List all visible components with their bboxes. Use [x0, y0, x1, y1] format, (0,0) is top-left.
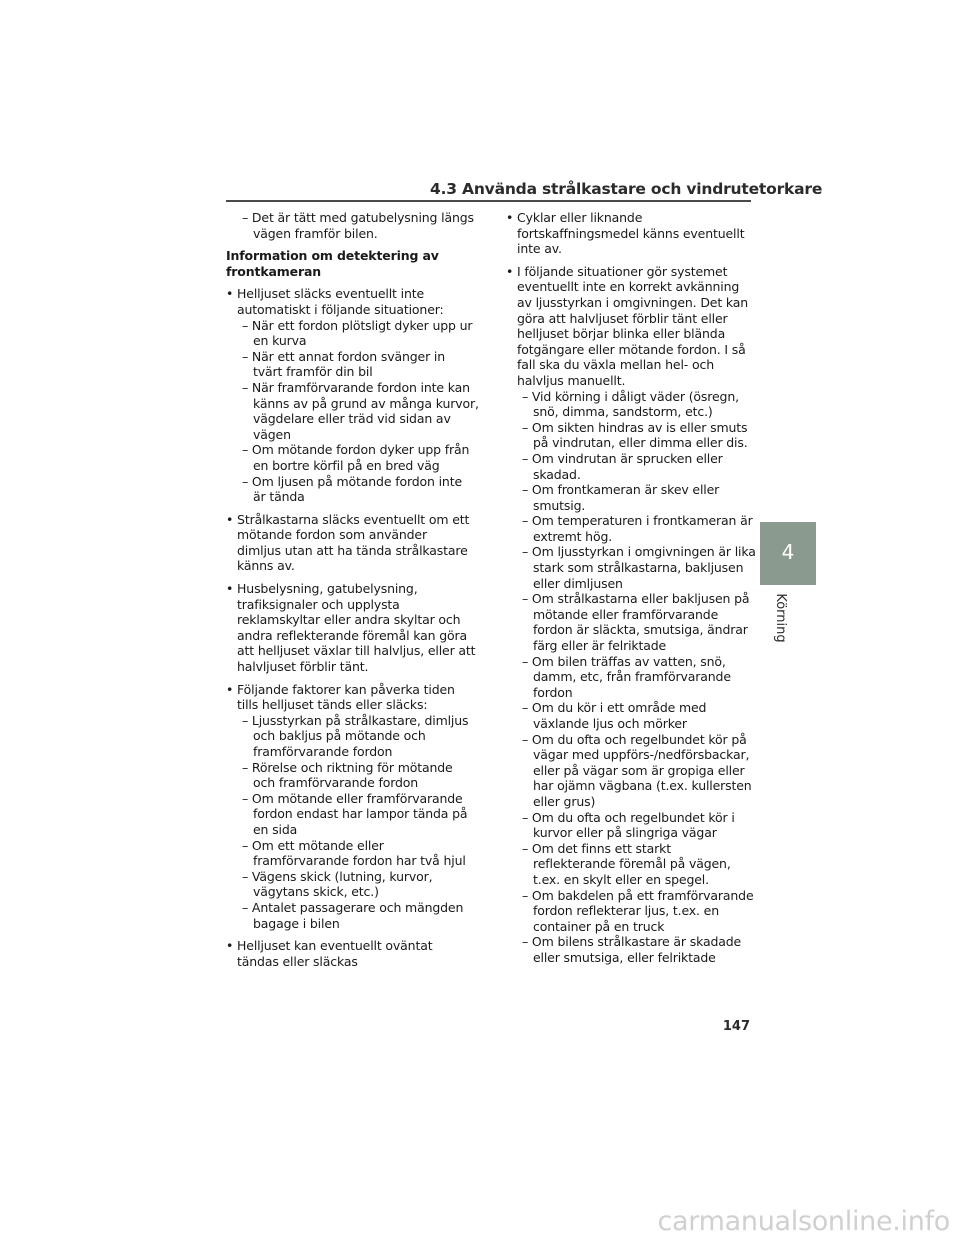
header-divider — [226, 200, 751, 202]
text-line: fortskaffningsmedel känns eventuellt — [517, 225, 745, 241]
dash-item — [226, 713, 474, 760]
dash-item — [506, 732, 756, 810]
text-line: – När framförvarande fordon inte kan — [242, 379, 470, 395]
dash-item — [226, 760, 474, 791]
text-line: – Om ljusstyrkan i omgivningen är lika — [522, 544, 756, 560]
text-line: – Om bilen träffas av vatten, snö, — [522, 653, 726, 669]
dash-item — [226, 442, 474, 473]
text-line: – Om bilens strålkastare är skadade — [522, 934, 742, 950]
text-line: fordon är släckta, smutsiga, ändrar — [533, 622, 748, 638]
chapter-label: Körning — [773, 593, 788, 643]
chapter-tab[interactable] — [760, 522, 816, 585]
text-line: – Det är tätt med gatubelysning längs — [242, 210, 474, 225]
text-line: vägytans skick, etc.) — [253, 884, 379, 900]
paragraph-gap — [226, 574, 474, 581]
dash-item — [506, 513, 756, 544]
text-line: stark som strålkastarna, bakljusen — [533, 560, 744, 576]
text-line: halvljuset förblir tänt. — [237, 659, 369, 675]
text-line: framförvarande fordon har två hjul — [253, 853, 466, 869]
dash-item — [506, 451, 756, 482]
text-line: en bortre körfil på en bred väg — [253, 457, 440, 473]
left-column — [226, 210, 479, 969]
text-line: – Om strålkastarna eller bakljusen på — [522, 591, 750, 607]
text-line: fordon — [533, 684, 573, 700]
text-line: helljuset börjar blinka eller blända — [517, 326, 726, 342]
text-line: – Om bakdelen på ett framförvarande — [522, 887, 754, 903]
text-line: smutsig. — [533, 497, 586, 513]
text-line: t.ex. en skylt eller en spegel. — [533, 871, 709, 887]
text-line: • Husbelysning, gatubelysning, — [226, 581, 418, 597]
paragraph-gap — [506, 257, 756, 264]
dash-item — [226, 791, 474, 838]
page-number: 147 — [722, 1019, 750, 1034]
text-line: – När ett annat fordon svänger in — [242, 348, 445, 364]
text-line: automatiskt i följande situationer: — [237, 301, 444, 317]
paragraph-gap — [226, 279, 474, 286]
text-line: • Cyklar eller liknande — [506, 210, 643, 225]
text-line: • Strålkastarna släcks eventuellt om ett — [226, 511, 470, 527]
text-line: – Om sikten hindras av is eller smuts — [522, 419, 748, 435]
text-line: • Följande faktorer kan påverka tiden — [226, 681, 455, 697]
text-line: – Om frontkameran är skev eller — [522, 482, 720, 498]
dash-item — [506, 934, 756, 965]
text-line: eventuellt inte en korrekt avkänning — [517, 279, 740, 295]
text-line: – Vägens skick (lutning, kurvor, — [242, 868, 433, 884]
text-line: eller grus) — [533, 793, 596, 809]
text-line: extremt hög. — [533, 528, 613, 544]
text-line: på vindrutan, eller dimma eller dis. — [533, 435, 748, 451]
text-line: känns av. — [237, 558, 295, 574]
text-line: frontkameran — [226, 263, 322, 279]
dash-item — [226, 869, 474, 900]
text-line: – Om du ofta och regelbundet kör på — [522, 731, 747, 747]
text-line: • I följande situationer gör systemet — [506, 263, 728, 279]
text-line: – Om mötande eller framförvarande — [242, 790, 463, 806]
text-line: inte av. — [517, 241, 562, 257]
dash-item — [226, 379, 479, 442]
dash-item — [226, 838, 474, 869]
text-line: vägar med uppförs-/nedförsbackar, — [533, 747, 750, 763]
text-line: halvljus manuellt. — [517, 372, 626, 388]
text-line: fall ska du växla mellan hel- och — [517, 357, 714, 373]
bullet-item — [226, 286, 474, 317]
text-line: – Om ljusen på mötande fordon inte — [242, 473, 462, 489]
text-line: bagage i bilen — [253, 915, 340, 931]
dash-item — [226, 474, 474, 505]
text-line: eller dimljusen — [533, 575, 623, 591]
text-line: – Rörelse och riktning för mötande — [242, 759, 453, 775]
dash-item — [226, 318, 474, 349]
dash-item — [226, 900, 474, 931]
text-line: • Helljuset släcks eventuellt inte — [226, 286, 425, 302]
text-line: vägen framför bilen. — [253, 225, 378, 241]
text-line: är tända — [253, 489, 305, 505]
text-line: trafiksignaler och upplysta — [237, 596, 400, 612]
bullet-item — [506, 264, 756, 389]
text-line: göra att halvljuset förblir tänt eller — [517, 310, 728, 326]
watermark: carmanualsonline.info — [657, 1206, 950, 1237]
text-line: har ojämn vägbana (t.ex. kullersten — [533, 778, 752, 794]
bullet-item — [226, 581, 474, 675]
dash-item — [506, 482, 756, 513]
text-line: vägdelare eller träd vid sidan av — [253, 411, 451, 427]
text-line: färg eller är felriktade — [533, 638, 667, 654]
text-line: mötande eller framförvarande — [533, 606, 719, 622]
chapter-number: 4 — [781, 540, 795, 564]
text-line: fotgängare eller mötande fordon. I så — [517, 341, 746, 357]
text-line: – Om ett mötande eller — [242, 837, 384, 853]
paragraph-gap — [226, 931, 474, 938]
dash-item — [506, 888, 756, 935]
bullet-item — [506, 210, 756, 257]
text-line: andra reflekterande föremål kan göra — [237, 627, 468, 643]
dash-item — [506, 810, 756, 841]
text-line: eller på vägar som är gropiga eller — [533, 762, 745, 778]
paragraph-gap — [226, 675, 474, 682]
text-line: – Ljusstyrkan på strålkastare, dimljus — [242, 712, 469, 728]
dash-item — [506, 654, 756, 701]
text-line: damm, etc, från framförvarande — [533, 669, 731, 685]
text-line: – Antalet passagerare och mängden — [242, 899, 464, 915]
text-line: – Vid körning i dåligt väder (ösregn, — [522, 388, 739, 404]
text-line: av ljusstyrkan i omgivningen. Det kan — [517, 294, 749, 310]
dash-item — [506, 841, 756, 888]
text-line: mötande fordon som använder — [237, 527, 427, 543]
text-line: – När ett fordon plötsligt dyker upp ur — [242, 317, 473, 333]
text-line: framförvarande fordon — [253, 744, 393, 759]
text-line: fordon endast har lampor tända på — [253, 806, 468, 822]
bullet-item — [226, 938, 474, 969]
text-line: – Om du kör i ett område med — [522, 700, 707, 716]
text-line: en kurva — [253, 333, 307, 349]
text-line: dimljus utan att ha tända strålkastare — [237, 542, 468, 558]
text-line: snö, dimma, sandstorm, etc.) — [533, 404, 713, 420]
text-line: container på en truck — [533, 918, 665, 934]
subheading — [226, 248, 474, 279]
text-line: • Helljuset kan eventuellt oväntat — [226, 938, 433, 954]
text-line: en sida — [253, 821, 298, 837]
text-line: reflekterande föremål på vägen, — [533, 856, 731, 872]
text-line: Information om detektering av — [226, 248, 439, 264]
paragraph-gap — [226, 241, 474, 248]
bullet-item — [226, 682, 474, 713]
dash-item — [506, 591, 756, 653]
text-line: och framförvarande fordon — [253, 775, 419, 791]
dash-item — [506, 420, 756, 451]
bullet-item — [226, 512, 474, 574]
text-line: – Om vindrutan är sprucken eller — [522, 450, 723, 466]
text-line: vägen — [253, 426, 291, 442]
text-line: – Om temperaturen i frontkameran är — [522, 513, 753, 529]
text-line: kurvor eller på slingriga vägar — [533, 825, 717, 841]
text-line: tills helljuset tänds eller släcks: — [237, 697, 428, 713]
text-line: känns av på grund av många kurvor, — [253, 395, 479, 411]
text-line: – Om du ofta och regelbundet kör i — [522, 809, 735, 825]
text-line: växlande ljus och mörker — [533, 716, 687, 731]
dash-item — [506, 544, 756, 591]
text-line: fordon reflekterar ljus, t.ex. en — [533, 903, 719, 919]
dash-item — [226, 210, 474, 241]
text-line: skadad. — [533, 466, 581, 482]
text-line: tändas eller släckas — [237, 953, 358, 969]
text-line: eller smutsiga, eller felriktade — [533, 949, 716, 965]
dash-item — [506, 700, 756, 731]
paragraph-gap — [226, 505, 474, 512]
dash-item — [506, 389, 756, 420]
right-column — [506, 210, 756, 966]
dash-item — [226, 349, 474, 380]
section-title: 4.3 Använda strålkastare och vindrutetorkare — [430, 180, 823, 198]
text-line: reklamskyltar eller andra skyltar och — [237, 612, 461, 628]
text-line: och bakljus på mötande och — [253, 728, 426, 744]
text-line: – Om mötande fordon dyker upp från — [242, 442, 470, 458]
text-line: tvärt framför din bil — [253, 364, 373, 380]
text-line: – Om det finns ett starkt — [522, 840, 671, 856]
text-line: att helljuset växlar till halvljus, eller att — [237, 643, 476, 659]
